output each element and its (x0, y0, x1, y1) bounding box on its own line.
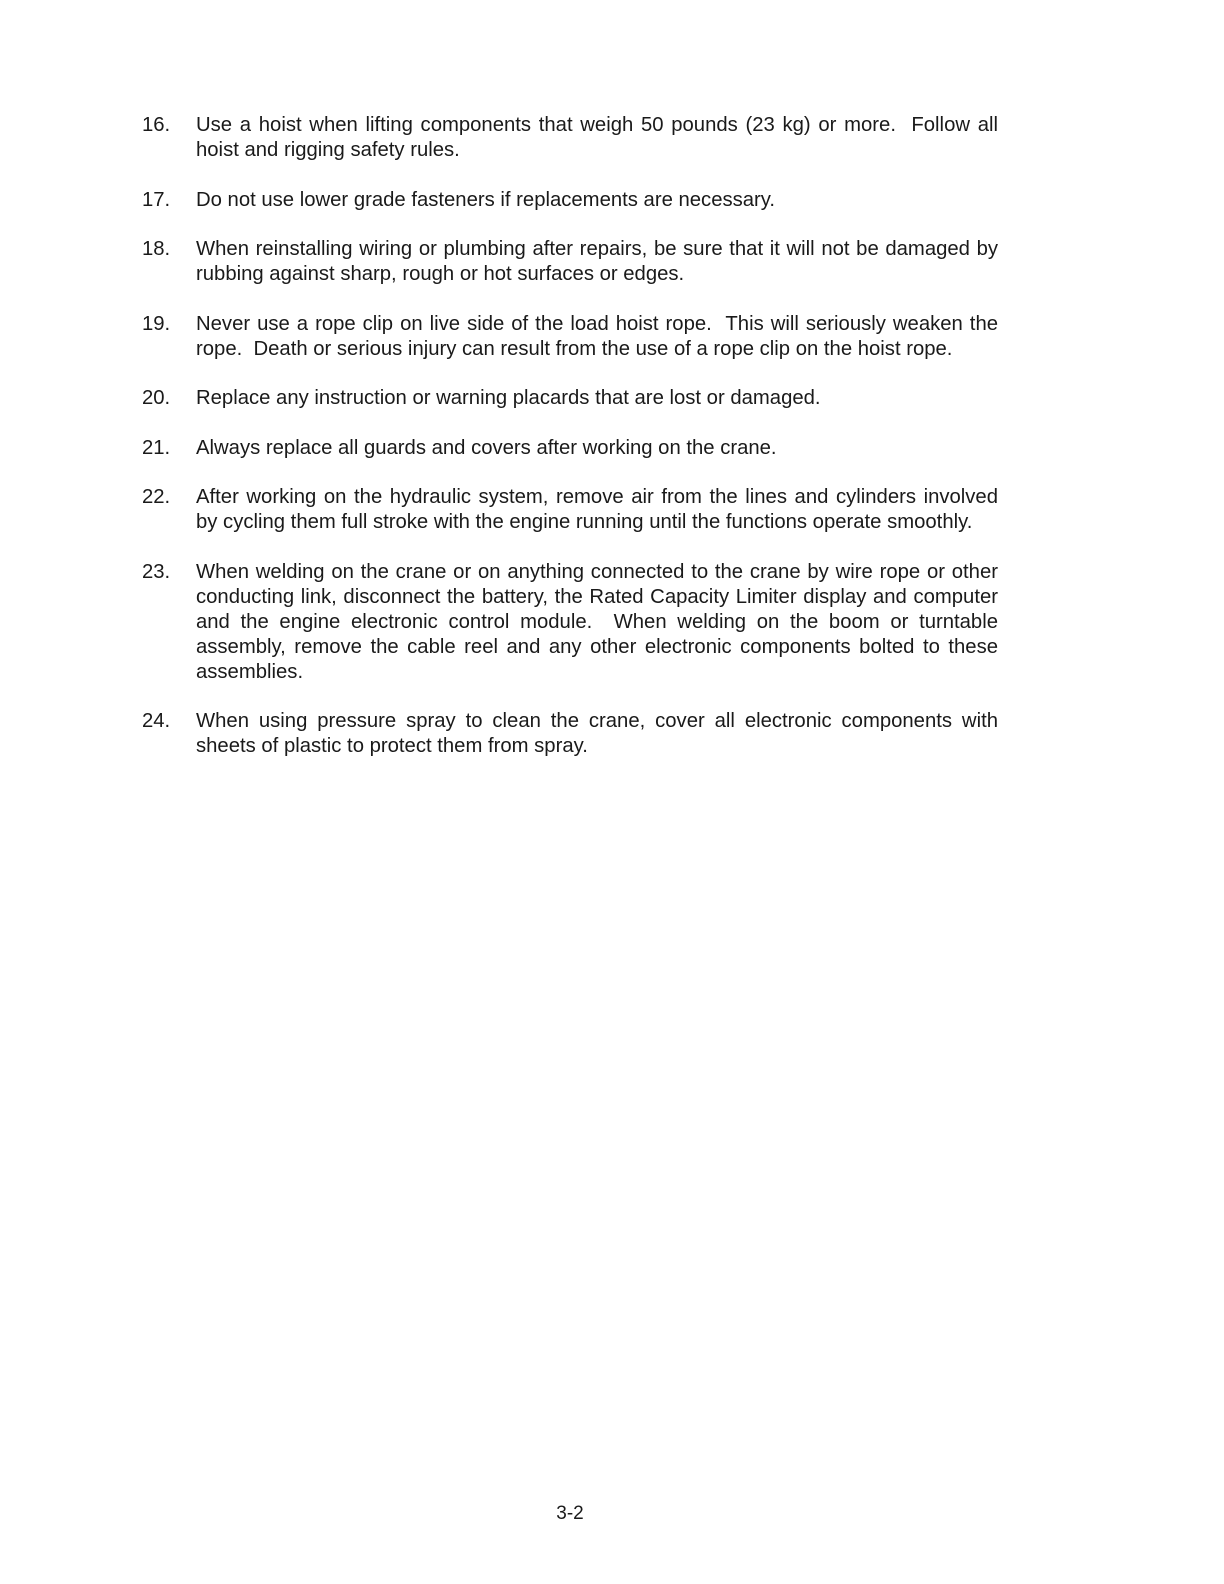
list-item (142, 560, 1004, 685)
item-text: Never use a rope clip on live side of the load hoist rope. This will seriously weaken the rope. Death or serious injury can result from the use of a rope clip on the hoist rope. (196, 312, 1004, 360)
item-text: After working on the hydraulic system, remove air from the lines and cylinders involved by cycling them full stroke with the engine running until the functions operate smoothly. (196, 486, 1004, 533)
safety-rules-list (142, 113, 1004, 784)
item-text: Do not use lower grade fasteners if replacements are necessary. (196, 188, 776, 211)
item-text: When reinstalling wiring or plumbing after repairs, be sure that it will not be damaged by rubbing against sharp, rough or hot surfaces or edges. (196, 238, 1004, 285)
item-number: 18. (142, 238, 171, 260)
item-number: 16. (142, 114, 171, 136)
item-number: 17. (142, 188, 171, 211)
list-item (142, 237, 1004, 287)
item-number: 20. (142, 387, 171, 409)
list-item (142, 386, 998, 411)
item-number: 22. (142, 486, 171, 508)
list-item (142, 312, 1004, 362)
item-text: Always replace all guards and covers after working on the crane. (196, 436, 777, 459)
item-text: When welding on the crane or on anything connected to the crane by wire rope or other conducting link, disconnect the battery, the Rated Capacity Limiter display and computer and the engine electronic control module. When welding on the boom or turntable assembly, remove the cable reel and any other electronic components bolted to these assemblies. (196, 560, 1004, 683)
list-item (142, 436, 998, 461)
list-item (142, 188, 998, 213)
item-text: Use a hoist when lifting components that weigh 50 pounds (23 kg) or more. Follow all hoist and rigging safety rules. (196, 114, 1004, 161)
item-number: 19. (142, 312, 171, 335)
list-item (142, 709, 1004, 759)
list-item (142, 113, 1004, 163)
item-text: When using pressure spray to clean the crane, cover all electronic components with sheets of plastic to protect them from spray. (196, 710, 1004, 757)
list-item (142, 485, 1004, 535)
item-text: Replace any instruction or warning placards that are lost or damaged. (196, 387, 821, 409)
page-number: 3-2 (556, 1503, 584, 1524)
item-number: 24. (142, 710, 171, 732)
item-number: 21. (142, 436, 171, 459)
item-number: 23. (142, 560, 171, 583)
